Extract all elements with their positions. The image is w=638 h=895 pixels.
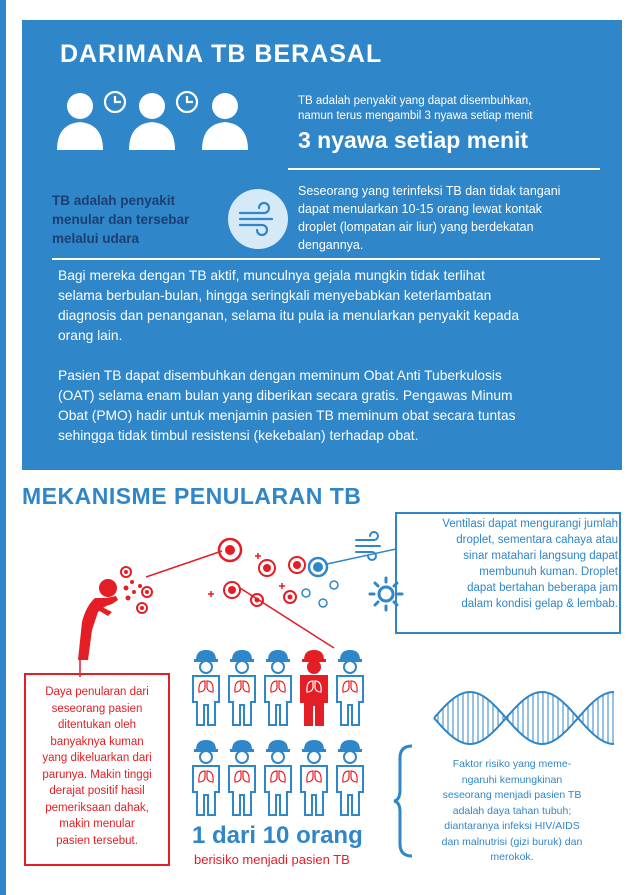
worker-icon [265,740,291,815]
connector-line [240,588,334,648]
paragraph-line: orang lain. [58,328,123,343]
worker-icon [265,650,291,725]
risk-factor-line: seseorang menjadi pasien TB [442,789,582,801]
intro-line: namun terus mengambil 3 nyawa setiap menit [298,110,533,122]
ventilation-line: Ventilasi dapat mengurangi jumlah [442,518,618,530]
ratio-headline: 1 dari 10 orang [192,822,363,849]
lungs-icon [199,771,213,782]
sun-icon [370,578,402,610]
paragraph-line: selama berbulan-bulan, hingga seringkali menyebabkan keterlambatan [58,288,492,303]
lungs-icon [199,681,213,692]
droplet-line: dapat menularkan 10-15 orang lewat kontak [298,202,542,216]
ventilation-line: membunuh kuman. Droplet [479,566,618,578]
paragraph-line: Bagi mereka dengan TB aktif, munculnya gejala mungkin tidak terlihat [58,268,485,283]
droplet-line: dengannya. [298,238,364,252]
tb-desc-line: menular dan tersebar [52,212,190,227]
paragraph-line: (OAT) selama enam bulan yang diberikan secara gratis. Pengawas Minum [58,388,513,403]
worker-icon [301,650,327,725]
paragraph-line: diagnosis dan penanganan, selama itu pula ia menularkan penyakit kepada [58,308,519,323]
worker-icon [337,650,363,725]
ventilation-line: dalam kondisi gelap & lembab. [461,598,618,610]
worker-icon [229,740,255,815]
worker-icon [337,740,363,815]
infectivity-line: parunya. Makin tinggi [42,768,152,781]
lungs-icon [343,681,357,692]
droplet-icon [121,539,338,613]
infectivity-text [28,684,166,849]
paragraph-line: Pasien TB dapat disembuhkan dengan meminum Obat Anti Tuberkulosis [58,368,502,383]
cough-spray [124,580,143,601]
ventilation-line: sinar matahari langsung dapat [463,550,618,562]
risk-factor-text [422,757,602,866]
lungs-icon [343,771,357,782]
risk-factor-line: ngaruhi kemungkinan [461,773,563,786]
infectivity-line: yang dikeluarkan dari [42,752,152,764]
ratio-subtitle: berisiko menjadi pasien TB [194,852,350,867]
wind-icon [356,532,380,560]
risk-factor-line: adalah daya tahan tubuh; [452,804,572,817]
paragraph-line: Obat (PMO) hadir untuk menjamin pasien TB meminum obat secara tuntas [58,408,516,423]
infectivity-line: Daya penularan dari [45,686,149,698]
risk-factor-line: dan malnutrisi (gizi buruk) dan [441,835,583,848]
section-title-mechanism: MEKANISME PENULARAN TB [22,483,362,509]
worker-icon [193,740,219,815]
risk-factor-line: Faktor risiko yang meme- [452,758,572,770]
risk-factor-line: diantaranya infeksi HIV/AIDS [444,820,580,832]
worker-icon [229,650,255,725]
infectivity-line: seseorang pasien [51,702,143,715]
intro-line: TB adalah penyakit yang dapat disembuhkan, [298,95,532,107]
lungs-icon [271,771,285,782]
droplet-line: droplet (lompatan air liur) yang berdekatan [298,220,534,234]
tb-desc-line: TB adalah penyakit [52,193,176,208]
lungs-icon [235,771,249,782]
infectivity-line: ditentukan oleh [57,719,136,731]
infectivity-line: banyaknya kuman [50,735,144,748]
coughing-person-icon [78,579,118,660]
worker-icon [301,740,327,815]
infectivity-line: pemeriksaan dahak, [45,801,149,814]
droplet-line: Seseorang yang terinfeksi TB dan tidak tangani [298,184,561,198]
dna-icon [432,688,617,748]
plus-sign [208,553,285,597]
infectivity-line: makin menular [59,818,135,830]
paragraph-line: sehingga tidak timbul resistensi (kekebalan) terhadap obat. [58,428,419,443]
ventilation-line: droplet, sementara cahaya atau [456,534,618,546]
worker-icon [193,650,219,725]
workers-grid [188,645,388,825]
tb-desc-line: melalui udara [52,231,140,246]
infectivity-line: derajat positif hasil [49,785,145,797]
infectivity-line: pasien tersebut. [56,834,138,847]
lungs-icon [271,681,285,692]
brace-icon [392,744,414,858]
lungs-icon [307,771,321,782]
section-title-origin: DARIMANA TB BERASAL [60,40,383,68]
lungs-icon [235,681,249,692]
headline-three-lives: 3 nyawa setiap menit [298,127,529,153]
connector-line [146,551,222,577]
ventilation-line: dapat bertahan beberapa jam [467,582,618,594]
risk-factor-line: merokok. [490,851,534,863]
